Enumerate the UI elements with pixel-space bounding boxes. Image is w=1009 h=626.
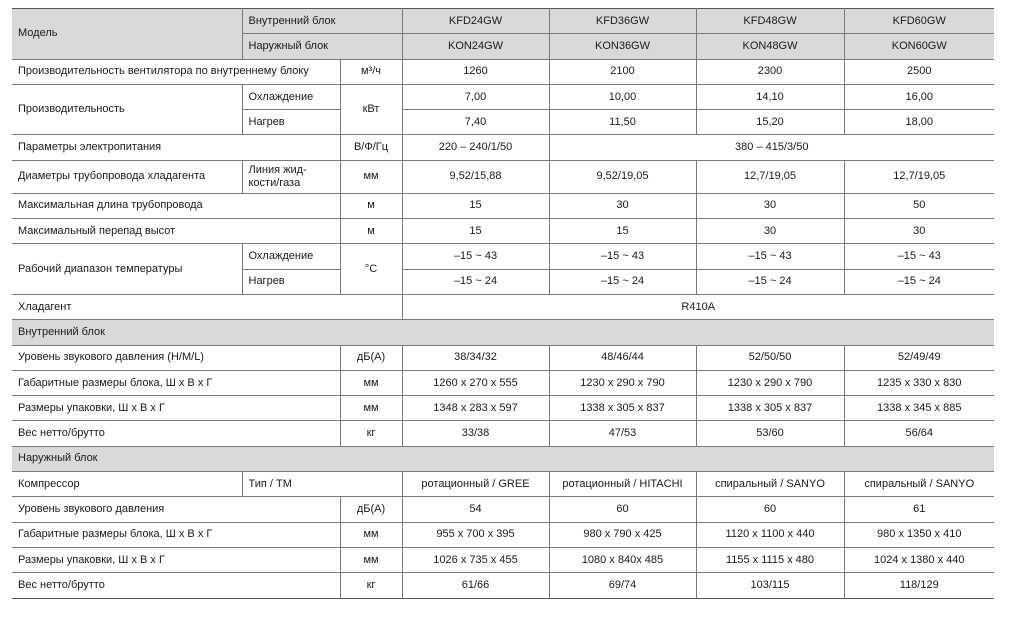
unit-cell: кг <box>340 573 402 598</box>
value-cell: 61 <box>844 497 994 522</box>
row-label: Вес нетто/брутто <box>12 421 340 446</box>
value-cell: –15 ~ 24 <box>844 269 994 294</box>
value-cell: 10,00 <box>549 84 696 109</box>
value-cell: 980 x 1350 x 410 <box>844 522 994 547</box>
value-cell: 30 <box>549 193 696 218</box>
value-cell: 1155 x 1115 x 480 <box>696 547 844 572</box>
value-cell: 980 x 790 x 425 <box>549 522 696 547</box>
value-cell: 54 <box>402 497 549 522</box>
value-cell: 1338 x 345 x 885 <box>844 396 994 421</box>
value-cell: 47/53 <box>549 421 696 446</box>
row-label: Компрессор <box>12 472 242 497</box>
unit-cell: м <box>340 219 402 244</box>
row-label: Размеры упаковки, Ш x В x Г <box>12 396 340 421</box>
unit-cell: дБ(А) <box>340 497 402 522</box>
unit-cell: дБ(А) <box>340 345 402 370</box>
row-label: Уровень звукового давления <box>12 497 340 522</box>
value-cell: 103/115 <box>696 573 844 598</box>
value-cell: –15 ~ 43 <box>402 244 549 269</box>
value-cell: 30 <box>844 219 994 244</box>
value-cell: 52/49/49 <box>844 345 994 370</box>
table-row <box>12 219 994 244</box>
value-cell: 60 <box>549 497 696 522</box>
row-label: Диаметры трубопровода хладагента <box>12 160 242 193</box>
table-row <box>12 421 994 446</box>
table-row <box>12 547 994 572</box>
table-row <box>12 59 994 84</box>
row-label: Габаритные размеры блока, Ш x В x Г <box>12 370 340 395</box>
value-cell: 30 <box>696 193 844 218</box>
value-cell: 380 – 415/3/50 <box>549 135 994 160</box>
table-row <box>12 345 994 370</box>
row-label: Производительность вентилятора по внутреннему блоку <box>12 59 340 84</box>
value-cell: 1230 x 290 x 790 <box>549 370 696 395</box>
unit-cell: мм <box>340 160 402 193</box>
value-cell: 33/38 <box>402 421 549 446</box>
table-row <box>12 497 994 522</box>
value-cell: 30 <box>696 219 844 244</box>
value-cell: 60 <box>696 497 844 522</box>
value-cell: 38/34/32 <box>402 345 549 370</box>
header-row-indoor <box>12 9 994 34</box>
value-cell: 53/60 <box>696 421 844 446</box>
unit-cell: мм <box>340 396 402 421</box>
outdoor-unit-label: Наружный блок <box>242 34 402 59</box>
value-cell: 15 <box>549 219 696 244</box>
value-cell: 2500 <box>844 59 994 84</box>
value-cell: 61/66 <box>402 573 549 598</box>
sub-label: Тип / ТМ <box>242 472 402 497</box>
value-cell: –15 ~ 24 <box>696 269 844 294</box>
table-row <box>12 370 994 395</box>
outdoor-model: KON60GW <box>844 34 994 59</box>
sub-label: Нагрев <box>242 110 340 135</box>
value-cell: 12,7/19,05 <box>844 160 994 193</box>
value-cell: –15 ~ 43 <box>844 244 994 269</box>
value-cell: 56/64 <box>844 421 994 446</box>
value-cell: 1235 x 330 x 830 <box>844 370 994 395</box>
value-cell: 1080 x 840x 485 <box>549 547 696 572</box>
value-cell: 220 – 240/1/50 <box>402 135 549 160</box>
value-cell: ротационный / HITACHI <box>549 472 696 497</box>
value-cell: 1338 x 305 x 837 <box>549 396 696 421</box>
value-cell: 1024 x 1380 x 440 <box>844 547 994 572</box>
value-cell: 12,7/19,05 <box>696 160 844 193</box>
value-cell: –15 ~ 24 <box>549 269 696 294</box>
value-cell: 15,20 <box>696 110 844 135</box>
unit-cell: мм <box>340 547 402 572</box>
section-title: Наружный блок <box>12 446 994 471</box>
unit-cell: м <box>340 193 402 218</box>
row-label: Вес нетто/брутто <box>12 573 340 598</box>
section-header-outdoor <box>12 446 994 471</box>
table-row <box>12 193 994 218</box>
value-cell: 16,00 <box>844 84 994 109</box>
table-row <box>12 472 994 497</box>
outdoor-model: KON48GW <box>696 34 844 59</box>
table-row <box>12 396 994 421</box>
table-row <box>12 135 994 160</box>
indoor-model: KFD60GW <box>844 9 994 34</box>
unit-cell: В/Ф/Гц <box>340 135 402 160</box>
row-label: Производительность <box>12 84 242 135</box>
sub-label: Нагрев <box>242 269 340 294</box>
value-cell: 18,00 <box>844 110 994 135</box>
value-cell: 48/46/44 <box>549 345 696 370</box>
value-cell: R410A <box>402 294 994 319</box>
row-label: Параметры электропитания <box>12 135 340 160</box>
value-cell: –15 ~ 43 <box>696 244 844 269</box>
row-label: Рабочий диапазон температуры <box>12 244 242 295</box>
value-cell: 2300 <box>696 59 844 84</box>
value-cell: 1260 <box>402 59 549 84</box>
unit-cell: °C <box>340 244 402 295</box>
value-cell: 7,40 <box>402 110 549 135</box>
value-cell: 118/129 <box>844 573 994 598</box>
value-cell: спиральный / SANYO <box>696 472 844 497</box>
value-cell: 7,00 <box>402 84 549 109</box>
unit-cell: мм <box>340 522 402 547</box>
value-cell: спиральный / SANYO <box>844 472 994 497</box>
value-cell: 69/74 <box>549 573 696 598</box>
row-label: Максимальная длина трубопровода <box>12 193 340 218</box>
spec-table <box>12 8 994 599</box>
value-cell: 1026 x 735 x 455 <box>402 547 549 572</box>
unit-cell: мм <box>340 370 402 395</box>
value-cell: 9,52/15,88 <box>402 160 549 193</box>
value-cell: 52/50/50 <box>696 345 844 370</box>
value-cell: 1230 x 290 x 790 <box>696 370 844 395</box>
outdoor-model: KON24GW <box>402 34 549 59</box>
unit-cell: м³/ч <box>340 59 402 84</box>
table-row <box>12 573 994 598</box>
section-title: Внутренний блок <box>12 320 994 345</box>
indoor-model: KFD36GW <box>549 9 696 34</box>
table-row <box>12 160 994 193</box>
value-cell: 11,50 <box>549 110 696 135</box>
unit-cell: кг <box>340 421 402 446</box>
value-cell: 50 <box>844 193 994 218</box>
unit-cell: кВт <box>340 84 402 135</box>
model-label: Модель <box>12 9 242 60</box>
table-row <box>12 244 994 269</box>
value-cell: ротационный / GREE <box>402 472 549 497</box>
value-cell: 1120 x 1100 x 440 <box>696 522 844 547</box>
section-header-indoor <box>12 320 994 345</box>
sub-label: Охлаждение <box>242 84 340 109</box>
value-cell: 15 <box>402 193 549 218</box>
row-label: Уровень звукового давления (H/M/L) <box>12 345 340 370</box>
sub-label: Линия жид-кости/газа <box>242 160 340 193</box>
outdoor-model: KON36GW <box>549 34 696 59</box>
value-cell: 2100 <box>549 59 696 84</box>
value-cell: 9,52/19,05 <box>549 160 696 193</box>
value-cell: 955 x 700 x 395 <box>402 522 549 547</box>
table-row <box>12 84 994 109</box>
row-label: Габаритные размеры блока, Ш x В x Г <box>12 522 340 547</box>
row-label: Максимальный перепад высот <box>12 219 340 244</box>
row-label: Хладагент <box>12 294 402 319</box>
sub-label: Охлаждение <box>242 244 340 269</box>
value-cell: 14,10 <box>696 84 844 109</box>
value-cell: –15 ~ 24 <box>402 269 549 294</box>
value-cell: 1338 x 305 x 837 <box>696 396 844 421</box>
table-row <box>12 522 994 547</box>
row-label: Размеры упаковки, Ш x В x Г <box>12 547 340 572</box>
indoor-unit-label: Внутренний блок <box>242 9 402 34</box>
indoor-model: KFD48GW <box>696 9 844 34</box>
table-row <box>12 294 994 319</box>
value-cell: 1260 x 270 x 555 <box>402 370 549 395</box>
value-cell: 1348 x 283 x 597 <box>402 396 549 421</box>
value-cell: –15 ~ 43 <box>549 244 696 269</box>
indoor-model: KFD24GW <box>402 9 549 34</box>
value-cell: 15 <box>402 219 549 244</box>
